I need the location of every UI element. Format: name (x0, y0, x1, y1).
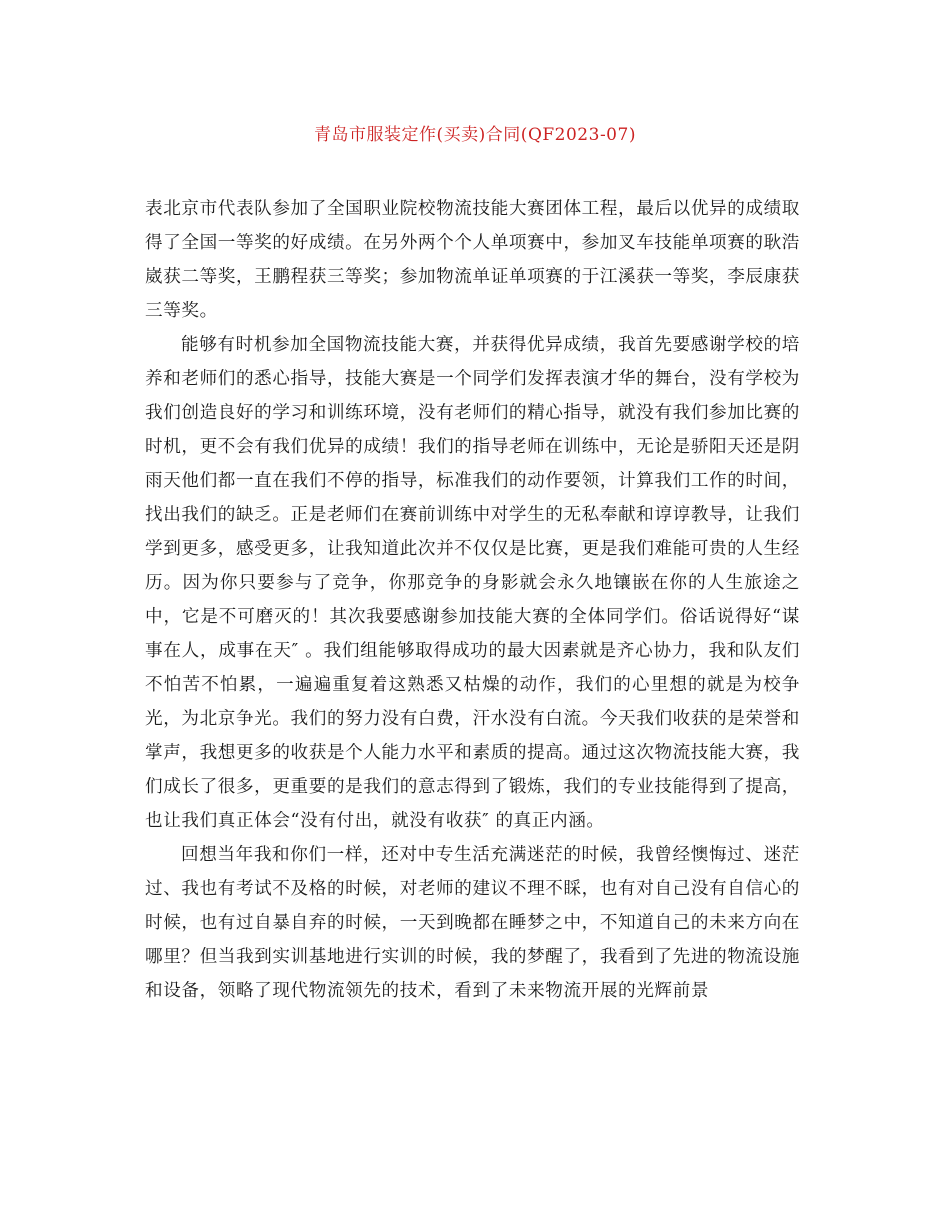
paragraph-2: 能够有时机参加全国物流技能大赛，并获得优异成绩，我首先要感谢学校的培养和老师们的悉心指导，技能大赛是一个同学们发挥表演才华的舞台，没有学校为我们创造良好的学习和训练环境，没有老师们的精心指导，就没有我们参加比赛的时机，更不会有我们优异的成绩！我们的指导老师在训练中，无论是骄阳天还是阴雨天他们都一直在我们不停的指导，标准我们的动作要领，计算我们工作的时间，找出我们的缺乏。正是老师们在赛前训练中对学生的无私奉献和谆谆教导，让我们学到更多，感受更多，让我知道此次并不仅仅是比赛，更是我们难能可贵的人生经历。因为你只要参与了竞争，你那竞争的身影就会永久地镶嵌在你的人生旅途之中，它是不可磨灭的！其次我要感谢参加技能大赛的全体同学们。俗话说得好“谋事在人，成事在天″ 。我们组能够取得成功的最大因素就是齐心协力，我和队友们不怕苦不怕累，一遍遍重复着这熟悉又枯燥的动作，我们的心里想的就是为校争光，为北京争光。我们的努力没有白费，汗水没有白流。今天我们收获的是荣誉和掌声，我想更多的收获是个人能力水平和素质的提高。通过这次物流技能大赛，我们成长了很多，更重要的是我们的意志得到了锻炼，我们的专业技能得到了提高，也让我们真正体会“没有付出，就没有收获″ 的真正内涵。 (145, 335, 800, 831)
document-body (145, 192, 800, 1008)
document-title: 青岛市服装定作(买卖)合同(QF2023-07) (314, 125, 636, 145)
paragraph-3: 回想当年我和你们一样，还对中专生活充满迷茫的时候，我曾经懊悔过、迷茫过、我也有考试不及格的时候，对老师的建议不理不睬，也有对自己没有自信心的时候，也有过自暴自弃的时候，一天到晚都在睡梦之中，不知道自己的未来方向在哪里？但当我到实训基地进行实训的时候，我的梦醒了，我看到了先进的物流设施和设备，领略了现代物流领先的技术，看到了未来物流开展的光辉前景 (145, 845, 800, 1001)
paragraph-1: 表北京市代表队参加了全国职业院校物流技能大赛团体工程，最后以优异的成绩取得了全国一等奖的好成绩。在另外两个个人单项赛中，参加叉车技能单项赛的耿浩崴获二等奖，王鹏程获三等奖；参加物流单证单项赛的于江溪获一等奖，李辰康获三等奖。 (145, 199, 800, 321)
